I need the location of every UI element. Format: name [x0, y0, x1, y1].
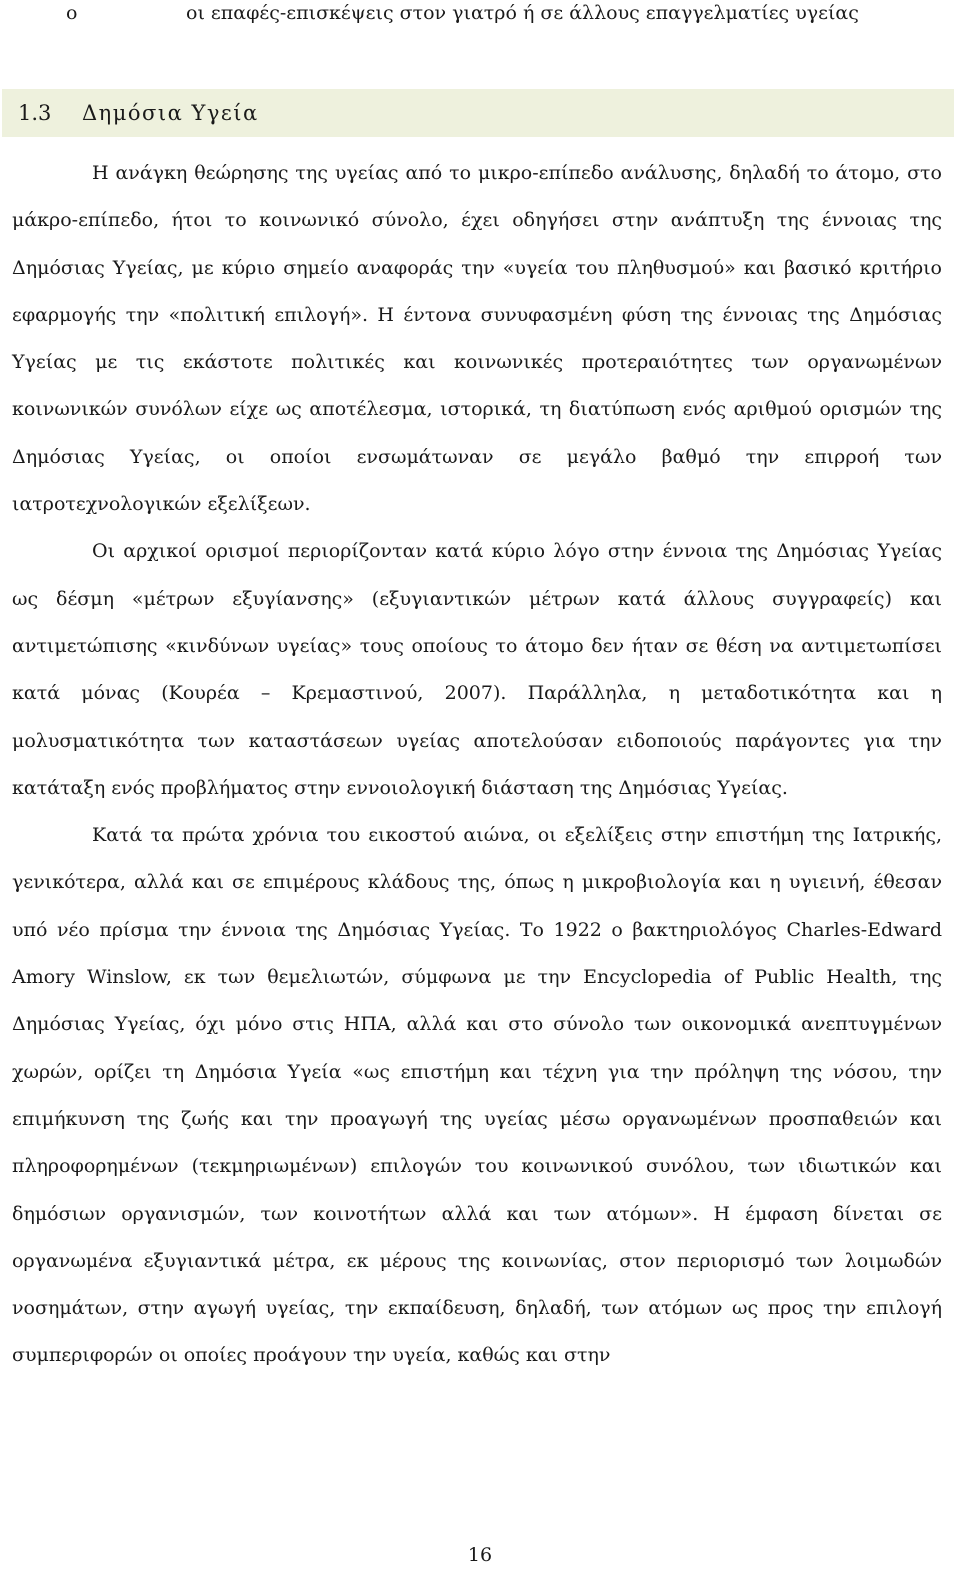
section-title: Δημόσια Υγεία [82, 101, 259, 125]
paragraph: Κατά τα πρώτα χρόνια του εικοστού αιώνα, οι εξελίξεις στην επιστήμη της Ιατρικής, γενικότερα, αλλά και σε επιμέρους κλάδους της, όπως η μικροβιολογία και η υγιεινή, έθεσαν υπό νέο πρίσμα την έννοια της Δημόσιας Υγείας. Το 1922 ο βακτηριολόγος Charles-Edward Amory Winslow, εκ των θεμελιωτών, σύμφωνα με την Encyclopedia of Public Health, της Δημόσιας Υγείας, όχι μόνο στις ΗΠΑ, αλλά και στο σύνολο των οικονομικά ανεπτυγμένων χωρών, ορίζει τη Δημόσια Υγεία «ως επιστήμη και τέχνη για την πρόληψη της νόσου, την επιμήκυνση της ζωής και την προαγωγή της υγείας μέσω οργανωμένων προσπαθειών και πληροφορημένων (τεκμηριωμένων) επιλογών του κοινωνικού συνόλου, των ιδιωτικών και δημόσιων οργανισμών, των κοινοτήτων αλλά και των ατόμων». Η έμφαση δίνεται σε οργανωμένα εξυγιαντικά μέτρα, εκ μέρους της κοινωνίας, στον περιορισμό των λοιμωδών νοσημάτων, στην αγωγή υγείας, την εκπαίδευση, δηλαδή, των ατόμων ως προς την επιλογή συμπεριφορών οι οποίες προάγουν την υγεία, καθώς και στην [12, 824, 942, 1367]
paragraph: Η ανάγκη θεώρησης της υγείας από το μικρο-επίπεδο ανάλυσης, δηλαδή το άτομο, στο μάκρο-επίπεδο, ήτοι το κοινωνικό σύνολο, έχει οδηγήσει στην ανάπτυξη της έννοιας της Δημόσιας Υγείας, με κύριο σημείο αναφοράς την «υγεία του πληθυσμού» και βασικό κριτήριο εφαρμογής την «πολιτική επιλογή». Η έντονα συνυφασμένη φύση της έννοιας της Δημόσιας Υγείας με τις εκάστοτε πολιτικές και κοινωνικές προτεραιότητες των οργανωμένων κοινωνικών συνόλων είχε ως αποτέλεσμα, ιστορικά, τη διατύπωση ενός αριθμού ορισμών της Δημόσιας Υγείας, οι οποίοι ενσωμάτωναν σε μεγάλο βαθμό την επιρροή των ιατροτεχνολογικών εξελίξεων. [12, 162, 942, 516]
page-number: 16 [467, 1544, 493, 1566]
section-body [12, 150, 942, 1380]
section-number: 1.3 [18, 101, 52, 125]
bullet-text: οι επαφές-επισκέψεις στον γιατρό ή σε άλλους επαγγελματίες υγείας [186, 2, 859, 24]
bullet-list-item [14, 0, 946, 26]
section-heading [2, 89, 954, 137]
bullet-marker: o [66, 2, 78, 24]
paragraph: Οι αρχικοί ορισμοί περιορίζονταν κατά κύριο λόγο στην έννοια της Δημόσιας Υγείας ως δέσμη «μέτρων εξυγίανσης» (εξυγιαντικών μέτρων κατά άλλους συγγραφείς) και αντιμετώπισης «κινδύνων υγείας» τους οποίους το άτομο δεν ήταν σε θέση να αντιμετωπίσει κατά μόνας (Κουρέα – Κρεμαστινού, 2007). Παράλληλα, η μεταδοτικότητα και η μολυσματικότητα των καταστάσεων υγείας αποτελούσαν ειδοποιούς παράγοντες για την κατάταξη ενός προβλήματος στην εννοιολογική διάσταση της Δημόσιας Υγείας. [12, 540, 942, 799]
